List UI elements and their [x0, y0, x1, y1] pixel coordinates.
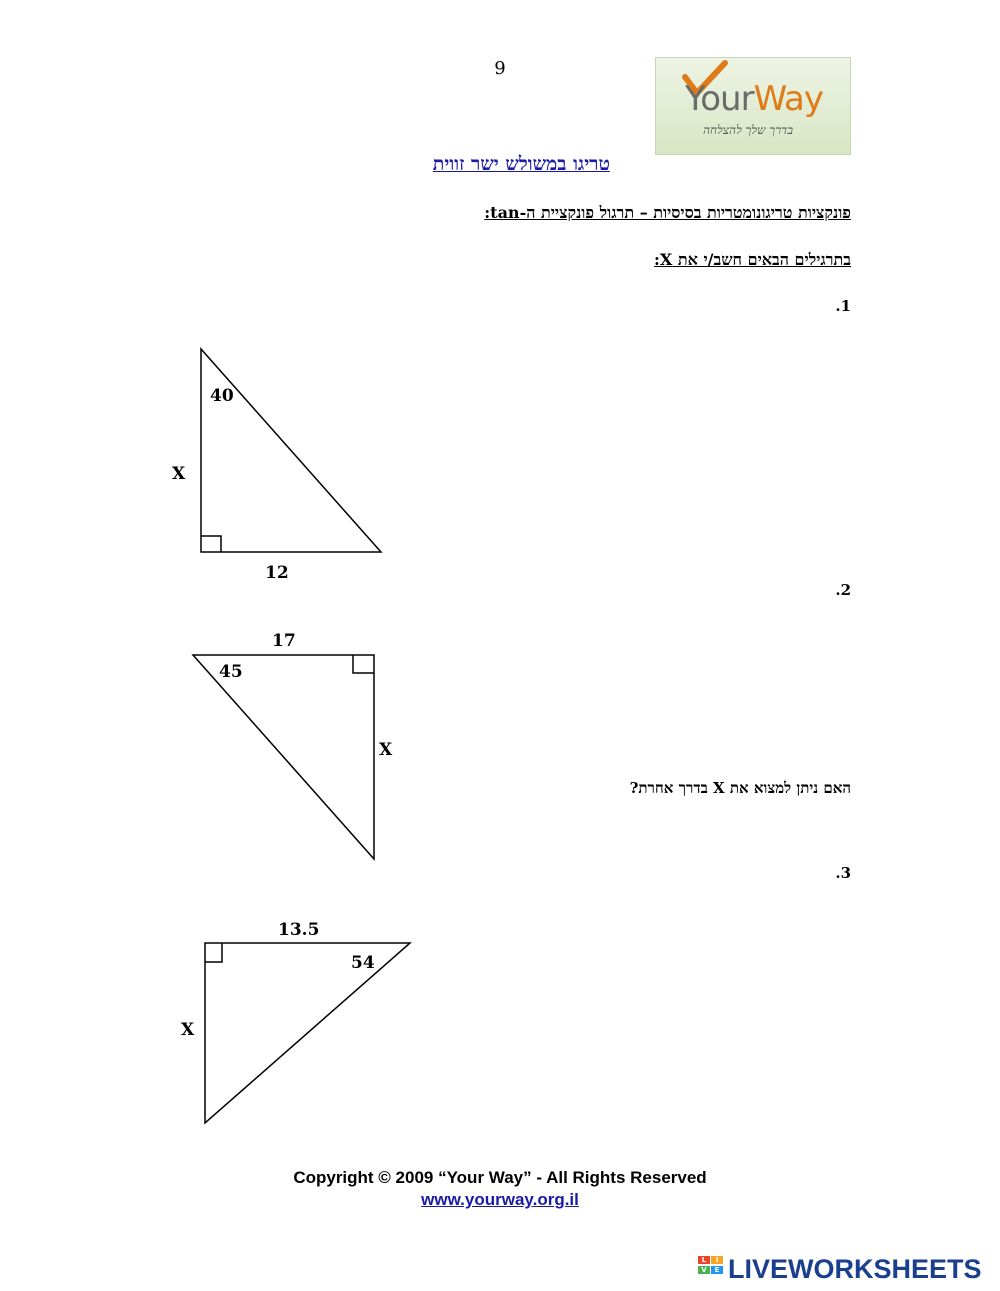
triangle-3	[181, 920, 410, 1123]
side-label-2: 17	[272, 631, 296, 651]
exercise-2-question: האם ניתן למצוא את X בדרך אחרת?	[629, 779, 851, 797]
copyright-notice: Copyright © 2009 “Your Way” - All Rights Reserved	[293, 1168, 707, 1187]
exercise-number-2: 2.	[835, 581, 851, 599]
angle-label-1: 40	[210, 386, 234, 406]
right-angle-marker	[205, 943, 222, 962]
website-link[interactable]: www.yourway.org.il	[421, 1190, 579, 1209]
side-label-1: 12	[265, 563, 289, 583]
logo-wordmark: YourWay	[685, 79, 823, 119]
liveworksheets-wordmark: LIVEWORKSHEETS	[728, 1254, 982, 1284]
page-title: טריגו במשולש ישר זווית	[432, 153, 610, 175]
liveworksheets-logo-icon: L I V E	[698, 1256, 724, 1284]
right-angle-marker	[353, 655, 374, 673]
section-subtitle: פונקציות טריגונומטריות בסיסיות – תרגול פונקציית ה-tan:	[484, 203, 851, 222]
unknown-label-3: X	[181, 1020, 195, 1040]
logo-tagline: בדרך שלך להצלחה	[703, 123, 794, 137]
liveworksheets-brand	[698, 1254, 998, 1288]
angle-label-2: 45	[219, 662, 243, 682]
exercise-number-1: 1.	[835, 297, 851, 315]
right-angle-marker	[201, 536, 221, 552]
triangle-1	[172, 349, 381, 583]
unknown-label-2: X	[379, 740, 393, 760]
triangle-2	[193, 631, 393, 859]
exercise-number-3: 3.	[835, 864, 851, 882]
exercise-instruction: בתרגילים הבאים חשב/י את X:	[653, 250, 851, 269]
side-label-3: 13.5	[278, 920, 320, 940]
unknown-label-1: X	[172, 464, 186, 484]
page-number: 9	[494, 58, 506, 79]
angle-label-3: 54	[351, 953, 375, 973]
